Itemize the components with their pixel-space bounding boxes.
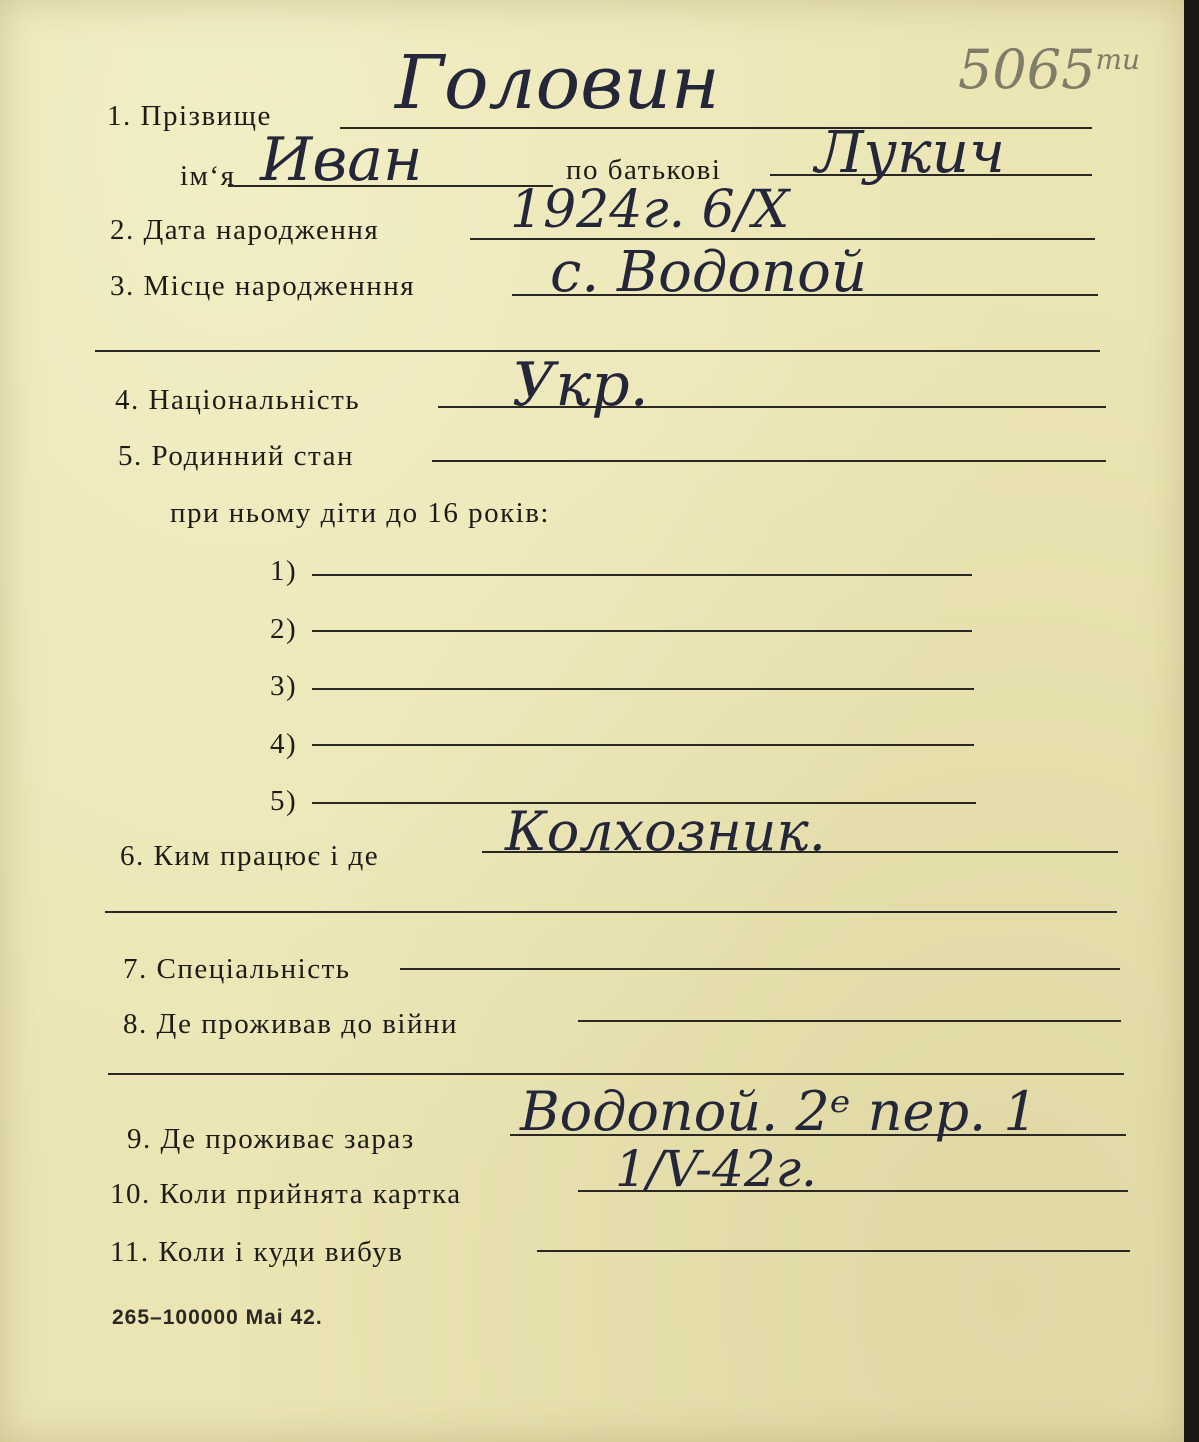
label-child-2: 2) bbox=[270, 613, 298, 645]
line-child-4 bbox=[312, 744, 974, 746]
value-birth-place: с. Водопой bbox=[550, 240, 867, 305]
label-child-3: 3) bbox=[270, 670, 298, 702]
value-birth-date: 1924г. 6/X bbox=[510, 180, 790, 240]
label-birth-place: 3. Місце народженння bbox=[110, 270, 416, 302]
line-child-1 bbox=[312, 574, 972, 576]
label-birth-date: 2. Дата народження bbox=[110, 214, 380, 246]
label-patronymic: по батькові bbox=[566, 154, 722, 186]
value-card-accepted: 1/V-42г. bbox=[615, 1140, 817, 1198]
line-marital-status bbox=[432, 460, 1106, 462]
value-nationality: Укр. bbox=[512, 350, 649, 420]
serial-number: $5065^{ти}$ bbox=[958, 38, 1141, 101]
label-card-accepted: 10. Коли прийнята картка bbox=[110, 1178, 462, 1210]
label-work: 6. Ким працює і де bbox=[120, 840, 380, 872]
label-prewar-residence: 8. Де проживав до війни bbox=[123, 1008, 459, 1040]
value-current-residence: Водопой. 2ᵉ пер. 1 bbox=[520, 1080, 1038, 1143]
line-prewar-residence bbox=[578, 1020, 1121, 1022]
label-marital-status: 5. Родинний стан bbox=[118, 440, 354, 472]
label-child-1: 1) bbox=[270, 555, 298, 587]
label-child-4: 4) bbox=[270, 728, 298, 760]
value-work: Колхозник. bbox=[505, 800, 826, 863]
label-specialty: 7. Спеціальність bbox=[123, 953, 351, 985]
print-mark: 265–100000 Mai 42. bbox=[112, 1306, 323, 1329]
line-departed bbox=[537, 1250, 1130, 1252]
line-prewar-residence-2 bbox=[108, 1073, 1124, 1075]
label-nationality: 4. Національність bbox=[115, 384, 361, 416]
label-departed: 11. Коли і куди вибув bbox=[110, 1236, 404, 1268]
label-child-5: 5) bbox=[270, 785, 298, 817]
label-children: при ньому діти до 16 років: bbox=[170, 497, 550, 529]
line-child-2 bbox=[312, 630, 972, 632]
label-current-residence: 9. Де проживає зараз bbox=[127, 1123, 415, 1155]
label-name: ім‘я bbox=[180, 160, 236, 192]
value-surname: Головин bbox=[395, 40, 720, 126]
line-specialty bbox=[400, 968, 1120, 970]
label-surname: 1. Прізвище bbox=[107, 100, 272, 132]
line-child-3 bbox=[312, 688, 974, 690]
value-name: Иван bbox=[260, 125, 423, 195]
line-work-2 bbox=[105, 911, 1117, 913]
value-patronymic: Лукич bbox=[815, 118, 1006, 186]
